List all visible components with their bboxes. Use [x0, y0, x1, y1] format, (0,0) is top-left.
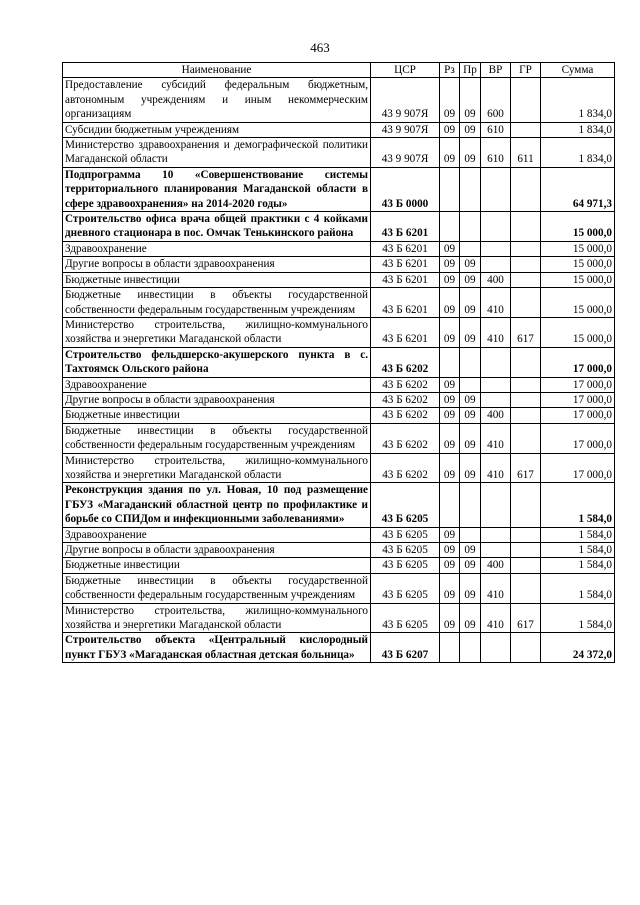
cell-vr: [481, 241, 511, 256]
cell-rz: 09: [440, 288, 460, 318]
cell-rz: [440, 483, 460, 527]
cell-gr: 611: [511, 138, 541, 168]
cell-csr: 43 Б 6205: [371, 603, 440, 633]
cell-rz: 09: [440, 138, 460, 168]
cell-gr: [511, 423, 541, 453]
cell-vr: 610: [481, 122, 511, 137]
cell-gr: [511, 377, 541, 392]
header-pr: Пр: [460, 63, 481, 78]
cell-sum: 1 584,0: [541, 573, 615, 603]
cell-gr: [511, 288, 541, 318]
cell-gr: 617: [511, 317, 541, 347]
header-name: Наименование: [63, 63, 371, 78]
cell-pr: 09: [460, 453, 481, 483]
cell-rz: 09: [440, 122, 460, 137]
cell-gr: [511, 167, 541, 211]
cell-vr: [481, 633, 511, 663]
cell-pr: 09: [460, 543, 481, 558]
cell-name: Министерство здравоохранения и демографической политики Магаданской области: [63, 138, 371, 168]
cell-pr: 09: [460, 603, 481, 633]
cell-rz: 09: [440, 603, 460, 633]
cell-csr: 43 9 907Я: [371, 122, 440, 137]
cell-vr: [481, 527, 511, 542]
table-row: [63, 272, 615, 287]
cell-sum: 15 000,0: [541, 272, 615, 287]
cell-vr: 410: [481, 423, 511, 453]
cell-name: Реконструкция здания по ул. Новая, 10 под размещение ГБУЗ «Магаданский областной центр по профилактике и борьбе со СПИДом и инфекционными заболеваниями»: [63, 483, 371, 527]
cell-pr: 09: [460, 423, 481, 453]
cell-vr: [481, 483, 511, 527]
cell-pr: 09: [460, 78, 481, 122]
cell-rz: 09: [440, 408, 460, 423]
cell-pr: [460, 377, 481, 392]
cell-sum: 15 000,0: [541, 257, 615, 272]
cell-gr: [511, 257, 541, 272]
cell-csr: 43 Б 6202: [371, 423, 440, 453]
cell-pr: 09: [460, 122, 481, 137]
cell-name: Строительство офиса врача общей практики с 4 койками дневного стационара в пос. Омчак Тенькинского района: [63, 212, 371, 242]
table-row: [63, 527, 615, 542]
cell-sum: 15 000,0: [541, 241, 615, 256]
cell-sum: 17 000,0: [541, 453, 615, 483]
cell-vr: 400: [481, 272, 511, 287]
budget-table: [62, 62, 615, 663]
cell-pr: 09: [460, 138, 481, 168]
cell-pr: 09: [460, 392, 481, 407]
cell-pr: 09: [460, 573, 481, 603]
cell-rz: 09: [440, 272, 460, 287]
page-number: 463: [310, 40, 330, 55]
cell-gr: [511, 633, 541, 663]
cell-pr: [460, 167, 481, 211]
cell-gr: [511, 347, 541, 377]
cell-rz: 09: [440, 543, 460, 558]
cell-csr: 43 Б 6202: [371, 408, 440, 423]
cell-sum: 17 000,0: [541, 392, 615, 407]
header-rz: Рз: [440, 63, 460, 78]
cell-rz: 09: [440, 317, 460, 347]
cell-sum: 17 000,0: [541, 408, 615, 423]
cell-pr: 09: [460, 408, 481, 423]
cell-gr: [511, 483, 541, 527]
cell-gr: 617: [511, 603, 541, 633]
cell-gr: [511, 212, 541, 242]
cell-pr: [460, 633, 481, 663]
cell-pr: 09: [460, 317, 481, 347]
cell-sum: 1 834,0: [541, 122, 615, 137]
cell-sum: 1 584,0: [541, 558, 615, 573]
cell-rz: 09: [440, 78, 460, 122]
cell-vr: 410: [481, 573, 511, 603]
cell-vr: [481, 543, 511, 558]
cell-pr: 09: [460, 558, 481, 573]
cell-name: Бюджетные инвестиции в объекты государственной собственности федеральным государственным учреждениям: [63, 288, 371, 318]
table-row: [63, 257, 615, 272]
cell-vr: 610: [481, 138, 511, 168]
cell-rz: 09: [440, 241, 460, 256]
cell-rz: [440, 212, 460, 242]
cell-gr: [511, 241, 541, 256]
cell-pr: [460, 483, 481, 527]
cell-vr: 410: [481, 288, 511, 318]
header-vr: ВР: [481, 63, 511, 78]
cell-csr: 43 Б 6205: [371, 527, 440, 542]
cell-name: Подпрограмма 10 «Совершенствование системы территориального планирования Магаданской области в сфере здравоохранения» на 2014-2020 годы»: [63, 167, 371, 211]
cell-sum: 24 372,0: [541, 633, 615, 663]
cell-name: Бюджетные инвестиции в объекты государственной собственности федеральным государственным учреждениям: [63, 573, 371, 603]
cell-sum: 17 000,0: [541, 377, 615, 392]
cell-gr: [511, 78, 541, 122]
cell-rz: [440, 347, 460, 377]
cell-pr: [460, 527, 481, 542]
cell-name: Здравоохранение: [63, 241, 371, 256]
cell-csr: 43 9 907Я: [371, 78, 440, 122]
cell-sum: 15 000,0: [541, 317, 615, 347]
table-row: [63, 453, 615, 483]
table-row: [63, 633, 615, 663]
cell-sum: 1 584,0: [541, 543, 615, 558]
header-sum: Сумма: [541, 63, 615, 78]
cell-csr: 43 Б 6202: [371, 453, 440, 483]
cell-name: Министерство строительства, жилищно-коммунального хозяйства и энергетики Магаданской области: [63, 453, 371, 483]
cell-rz: 09: [440, 453, 460, 483]
cell-csr: 43 Б 6201: [371, 257, 440, 272]
cell-vr: [481, 257, 511, 272]
cell-gr: [511, 527, 541, 542]
table-row: [63, 483, 615, 527]
table-row: [63, 603, 615, 633]
cell-name: Другие вопросы в области здравоохранения: [63, 543, 371, 558]
cell-name: Бюджетные инвестиции: [63, 408, 371, 423]
table-row: [63, 212, 615, 242]
cell-sum: 1 834,0: [541, 138, 615, 168]
cell-pr: 09: [460, 257, 481, 272]
cell-csr: 43 Б 0000: [371, 167, 440, 211]
cell-vr: [481, 212, 511, 242]
cell-name: Министерство строительства, жилищно-коммунального хозяйства и энергетики Магаданской области: [63, 317, 371, 347]
table-row: [63, 543, 615, 558]
cell-vr: 400: [481, 408, 511, 423]
cell-name: Здравоохранение: [63, 377, 371, 392]
cell-name: Бюджетные инвестиции: [63, 558, 371, 573]
cell-vr: [481, 347, 511, 377]
cell-rz: 09: [440, 392, 460, 407]
cell-gr: [511, 392, 541, 407]
cell-pr: 09: [460, 288, 481, 318]
cell-rz: 09: [440, 558, 460, 573]
table-row: [63, 377, 615, 392]
cell-rz: 09: [440, 257, 460, 272]
cell-name: Предоставление субсидий федеральным бюджетным, автономным учреждениям и иным некоммерческим организациям: [63, 78, 371, 122]
cell-csr: 43 Б 6205: [371, 558, 440, 573]
cell-gr: 617: [511, 453, 541, 483]
cell-gr: [511, 408, 541, 423]
table-row: [63, 558, 615, 573]
table-row: [63, 241, 615, 256]
cell-vr: 410: [481, 453, 511, 483]
cell-pr: [460, 212, 481, 242]
cell-csr: 43 Б 6201: [371, 317, 440, 347]
cell-name: Здравоохранение: [63, 527, 371, 542]
cell-sum: 64 971,3: [541, 167, 615, 211]
cell-csr: 43 Б 6205: [371, 543, 440, 558]
cell-sum: 15 000,0: [541, 212, 615, 242]
cell-csr: 43 Б 6201: [371, 288, 440, 318]
cell-vr: [481, 392, 511, 407]
table-row: [63, 122, 615, 137]
table-row: [63, 138, 615, 168]
cell-vr: 410: [481, 603, 511, 633]
cell-sum: 17 000,0: [541, 347, 615, 377]
cell-name: Субсидии бюджетным учреждениям: [63, 122, 371, 137]
cell-name: Министерство строительства, жилищно-коммунального хозяйства и энергетики Магаданской области: [63, 603, 371, 633]
cell-csr: 43 Б 6201: [371, 212, 440, 242]
cell-csr: 43 Б 6201: [371, 241, 440, 256]
cell-vr: 410: [481, 317, 511, 347]
cell-sum: 1 584,0: [541, 527, 615, 542]
cell-rz: 09: [440, 573, 460, 603]
cell-sum: 1 834,0: [541, 78, 615, 122]
table-row: [63, 408, 615, 423]
cell-name: Строительство объекта «Центральный кислородный пункт ГБУЗ «Магаданская областная детская больница»: [63, 633, 371, 663]
cell-vr: [481, 377, 511, 392]
cell-vr: [481, 167, 511, 211]
cell-rz: 09: [440, 527, 460, 542]
table-row: [63, 167, 615, 211]
table-row: [63, 392, 615, 407]
table-row: [63, 347, 615, 377]
cell-gr: [511, 558, 541, 573]
cell-csr: 43 9 907Я: [371, 138, 440, 168]
table-row: [63, 78, 615, 122]
cell-gr: [511, 122, 541, 137]
cell-csr: 43 Б 6205: [371, 573, 440, 603]
cell-rz: [440, 633, 460, 663]
cell-gr: [511, 573, 541, 603]
cell-sum: 1 584,0: [541, 483, 615, 527]
cell-pr: 09: [460, 272, 481, 287]
cell-sum: 15 000,0: [541, 288, 615, 318]
cell-rz: [440, 167, 460, 211]
cell-vr: 600: [481, 78, 511, 122]
cell-pr: [460, 347, 481, 377]
table-row: [63, 288, 615, 318]
cell-name: Строительство фельдшерско-акушерского пункта в с. Тахтоямск Ольского района: [63, 347, 371, 377]
table-row: [63, 423, 615, 453]
cell-name: Бюджетные инвестиции: [63, 272, 371, 287]
cell-csr: 43 Б 6202: [371, 377, 440, 392]
cell-sum: 17 000,0: [541, 423, 615, 453]
cell-csr: 43 Б 6202: [371, 347, 440, 377]
cell-name: Другие вопросы в области здравоохранения: [63, 392, 371, 407]
cell-rz: 09: [440, 377, 460, 392]
cell-sum: 1 584,0: [541, 603, 615, 633]
table-row: [63, 317, 615, 347]
cell-csr: 43 Б 6201: [371, 272, 440, 287]
cell-csr: 43 Б 6202: [371, 392, 440, 407]
header-csr: ЦСР: [371, 63, 440, 78]
table-header-row: [63, 63, 615, 78]
cell-csr: 43 Б 6205: [371, 483, 440, 527]
cell-gr: [511, 543, 541, 558]
cell-csr: 43 Б 6207: [371, 633, 440, 663]
cell-vr: 400: [481, 558, 511, 573]
cell-name: Бюджетные инвестиции в объекты государственной собственности федеральным государственным учреждениям: [63, 423, 371, 453]
table-body: [63, 78, 615, 663]
cell-rz: 09: [440, 423, 460, 453]
cell-gr: [511, 272, 541, 287]
cell-name: Другие вопросы в области здравоохранения: [63, 257, 371, 272]
table-row: [63, 573, 615, 603]
header-gr: ГР: [511, 63, 541, 78]
cell-pr: [460, 241, 481, 256]
